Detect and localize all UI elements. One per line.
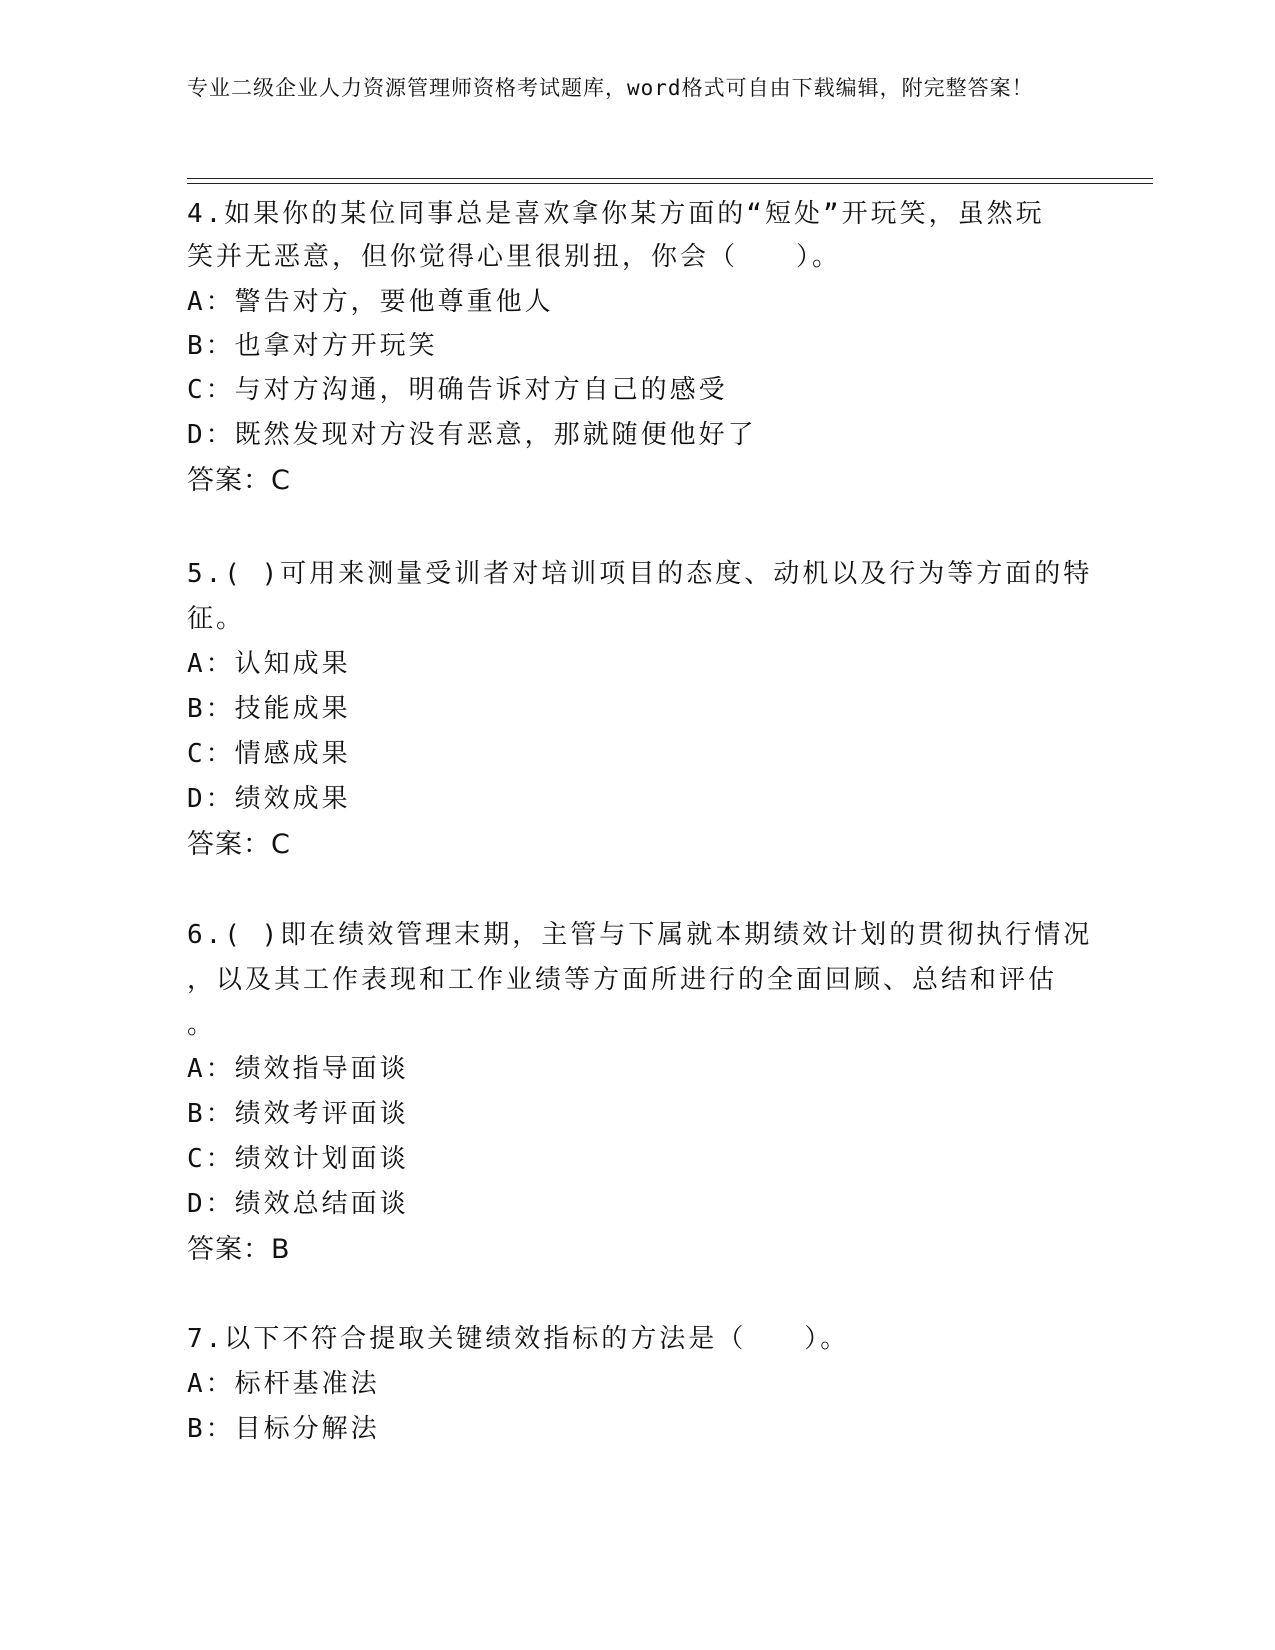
question-7-option-b: B：目标分解法: [187, 1414, 380, 1444]
question-4-answer: 答案：C: [187, 465, 291, 496]
question-4-stem-line-2: 笑并无恶意，但你觉得心里很别扭，你会（ ）。: [187, 242, 842, 272]
question-6-stem-line-3: 。: [187, 1010, 217, 1040]
question-6-option-b: B：绩效考评面谈: [187, 1099, 409, 1129]
question-7-option-a: A：标杆基准法: [187, 1369, 380, 1399]
document-header: 专业二级企业人力资源管理师资格考试题库，word格式可自由下载编辑，附完整答案！: [187, 76, 1034, 100]
question-5-option-a: A：认知成果: [187, 649, 351, 679]
question-5-option-c: C：情感成果: [187, 739, 351, 769]
header-rule-bottom: [187, 183, 1153, 184]
question-6-stem-line-1: 6.( )即在绩效管理末期，主管与下属就本期绩效计划的贯彻执行情况: [187, 920, 1093, 950]
question-4-stem-line-1: 4.如果你的某位同事总是喜欢拿你某方面的“短处”开玩笑，虽然玩: [187, 199, 1045, 229]
question-4-option-d: D：既然发现对方没有恶意，那就随便他好了: [187, 420, 757, 450]
question-7-stem-line-1: 7.以下不符合提取关键绩效指标的方法是（ ）。: [187, 1324, 850, 1354]
question-5-answer: 答案：C: [187, 829, 291, 860]
question-5-option-b: B：技能成果: [187, 694, 351, 724]
question-4-option-b: B：也拿对方开玩笑: [187, 331, 438, 361]
question-4-option-c: C：与对方沟通，明确告诉对方自己的感受: [187, 375, 728, 405]
question-6-option-a: A：绩效指导面谈: [187, 1054, 409, 1084]
question-5-option-d: D：绩效成果: [187, 784, 351, 814]
question-5-stem-line-1: 5.( )可用来测量受训者对培训项目的态度、动机以及行为等方面的特: [187, 559, 1093, 589]
question-6-stem-line-2: ，以及其工作表现和工作业绩等方面所进行的全面回顾、总结和评估: [187, 965, 1058, 995]
question-6-option-d: D：绩效总结面谈: [187, 1189, 409, 1219]
question-4-option-a: A：警告对方，要他尊重他人: [187, 287, 554, 317]
question-6-answer: 答案：B: [187, 1234, 291, 1265]
question-6-option-c: C：绩效计划面谈: [187, 1144, 409, 1174]
header-rule-top: [187, 178, 1153, 179]
question-5-stem-line-2: 征。: [187, 604, 246, 634]
